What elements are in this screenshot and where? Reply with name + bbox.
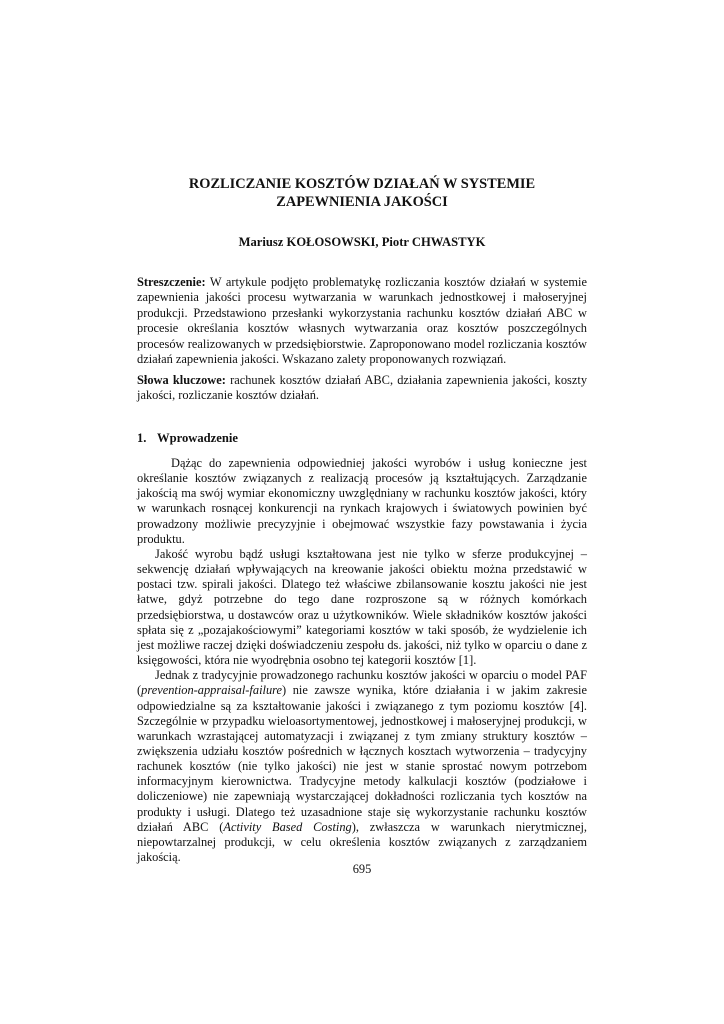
paper-title <box>137 175 587 211</box>
paragraph-3-part-c: ), zwłaszcza w warunkach nierytmicznej, niepowtarzalnej produkcji, w celu określenia kosztów związanych z zarządzaniem jakością. <box>137 819 588 865</box>
paragraph-3 <box>137 668 587 865</box>
title-line-1: ROZLICZANIE KOSZTÓW DZIAŁAŃ W SYSTEMIE <box>188 176 536 192</box>
paragraph-3-part-b: ) nie zawsze wynika, które działania i w jakim zakresie odpowiedzialne są za kształtowanie jakości i związanego z tym poziomu kosztów [4]. Szczególnie w przypadku wieloasortymentowej, jednostkowej i małoseryjnej produkcji, w warunkach wzrastającej automatyzacji i związanej z tym zmiany struktury kosztów – zwiększenia udziału kosztów pośrednich w łącznych kosztach wytworzenia – tradycyjny rachunek kosztów (nie tylko jakości) nie jest w stanie sprostać nowym potrzebom informacyjnym kierownictwa. Tradycyjne metody kalkulacji kosztów (podziałowe i doliczeniowe) nie zapewniają wystarczającej dokładności rozliczania tych kosztów na produkty i usługi. Dlatego też uzasadnione staje się wykorzystanie rachunku kosztów działań ABC ( <box>137 683 587 834</box>
keywords-text: rachunek kosztów działań ABC, działania zapewnienia jakości, koszty jakości, rozliczanie kosztów działań. <box>137 373 588 403</box>
section-title: Wprowadzenie <box>157 431 238 445</box>
paragraph-3-italic-abc: Activity Based Costing <box>223 819 352 834</box>
paragraph-3-part-a: Jednak z tradycyjnie prowadzonego rachunku kosztów jakości w oparciu o model PAF ( <box>137 668 587 698</box>
keywords-label: Słowa kluczowe: <box>137 373 226 387</box>
paragraph-2: Jakość wyrobu bądź usługi kształtowana jest nie tylko w sferze produkcyjnej – sekwencję działań wpływających na kreowanie jakości obiektu można przedstawić w postaci tzw. spirali jakości. Dlatego też właściwe zbilansowanie kosztu jakości nie jest łatwe, gdyż potrzebne do tego dane rozproszone są w różnych komórkach przedsiębiorstwa, u dostawców oraz u użytkowników. Wiele składników kosztów jakości spłata się z „pozajakościowymi” kategoriami kosztów w taki sposób, że wydzielenie ich jest możliwe raczej dzięki doświadczeniu zespołu ds. jakości, niż tylko w oparciu o dane z księgowości, która nie wyodrębnia osobno tej kategorii kosztów [1]. <box>137 546 587 668</box>
section-body <box>137 456 587 865</box>
title-line-2: ZAPEWNIENIA JAKOŚCI <box>276 194 448 210</box>
authors: Mariusz KOŁOSOWSKI, Piotr CHWASTYK <box>238 235 486 249</box>
abstract <box>137 275 587 367</box>
section-number: 1. <box>137 431 147 445</box>
page-number: 695 <box>352 862 372 876</box>
paragraph-3-italic-paf: prevention-appraisal-failure <box>141 683 283 698</box>
section-heading <box>137 430 238 446</box>
abstract-text: W artykule podjęto problematykę rozliczania kosztów działań w systemie zapewnienia jakości procesu wytwarzania w warunkach jednostkowej i małoseryjnej produkcji. Przedstawiono przesłanki wykorzystania rachunku kosztów działań ABC w procesie określania kosztów własnych wytwarzania oraz kosztów poszczególnych procesów realizowanych w przedsiębiorstwie. Zaproponowano model rozliczania kosztów działań zapewnienia jakości. Wskazano zalety proponowanych rozwiązań. <box>137 275 587 367</box>
keywords <box>137 373 587 404</box>
abstract-label: Streszczenie: <box>137 275 206 289</box>
paragraph-1: Dążąc do zapewnienia odpowiedniej jakości wyrobów i usług konieczne jest określanie kosztów związanych z realizacją procesów ją kształtujących. Zarządzanie jakością ma swój wymiar ekonomiczny uwzględniany w rachunku kosztów jakości, który w warunkach rosnącej konkurencji na rynkach krajowych i światowych powinien być prowadzony możliwie precyzyjnie i obejmować wszystkie fazy powstawania i życia produktu. <box>137 456 587 546</box>
